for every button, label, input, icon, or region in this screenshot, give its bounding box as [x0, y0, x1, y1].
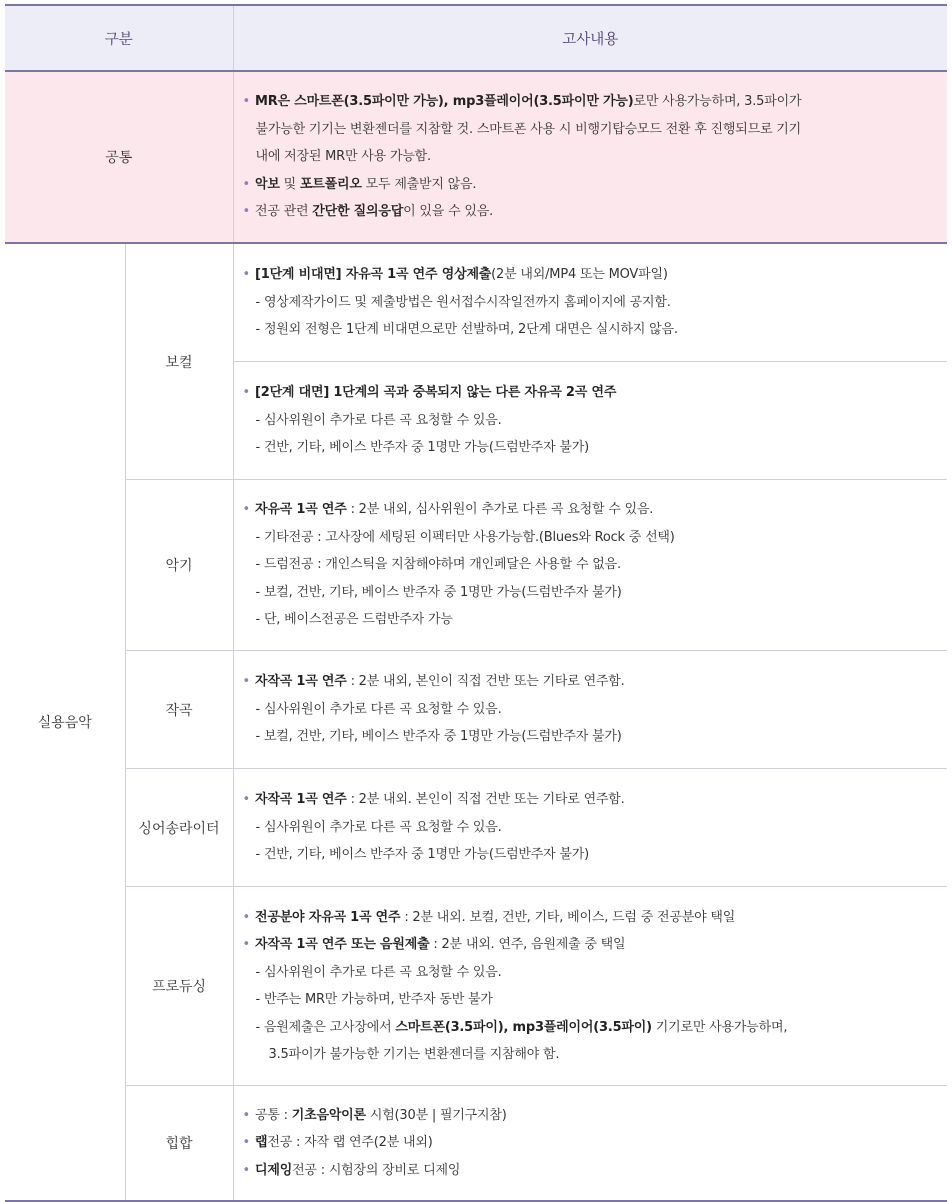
subcategory-label: 싱어송라이터 — [125, 769, 233, 887]
body-text: - 기타전공 : 고사장에 세팅된 이펙터만 사용가능함.(Blues와 Rock 중 선택) — [255, 529, 675, 545]
emphasis-text: 자작곡 1곡 연주 — [254, 792, 347, 808]
body-text: - 심사위원이 추가로 다른 곡 요청할 수 있음. — [255, 701, 502, 717]
bullet-dot-icon: • — [242, 94, 250, 110]
emphasis-text: 전공분야 자유곡 1곡 연주 — [254, 909, 401, 925]
emphasis-text: [2단계 대면] 1단계의 곡과 중복되지 않는 다른 자유곡 2곡 연주 — [254, 385, 617, 401]
exam-table — [5, 4, 947, 1202]
detail-line — [243, 841, 933, 869]
detail-line — [243, 316, 933, 344]
detail-line — [243, 579, 933, 607]
emphasis-text: [1단계 비대면] 자유곡 1곡 연주 영상제출 — [254, 267, 492, 283]
section-row — [5, 887, 947, 1086]
bullet-item — [243, 379, 933, 407]
bullet-item — [243, 1157, 933, 1185]
emphasis-text: 디제잉 — [254, 1162, 293, 1178]
detail-line — [243, 986, 933, 1014]
section-row — [5, 769, 947, 887]
body-text: - 정원외 전형은 1단계 비대면으로만 선발하며, 2단계 대면은 실시하지 않음. — [255, 322, 678, 338]
subcategory-label: 작곡 — [125, 651, 233, 769]
bullet-item — [243, 496, 933, 524]
body-text: 로만 사용가능하며, 3.5파이가 — [633, 94, 802, 110]
section-content — [233, 651, 947, 769]
body-text: - 심사위원이 추가로 다른 곡 요청할 수 있음. — [255, 412, 502, 428]
body-text: - 단, 베이스전공은 드럼반주자 가능 — [255, 612, 453, 628]
body-text: 내에 저장된 MR만 사용 가능함. — [255, 149, 431, 165]
body-text: 전공 : 시험장의 장비로 디제잉 — [292, 1162, 461, 1178]
detail-line — [243, 116, 933, 144]
body-text: 공통 : — [254, 1107, 292, 1123]
body-text: - 반주는 MR만 가능하며, 반주자 동반 불가 — [255, 992, 493, 1007]
detail-line — [243, 143, 933, 171]
body-text: : 2분 내외. 연주, 음원제출 중 택일 — [429, 937, 626, 952]
bullet-dot-icon: • — [242, 1107, 250, 1123]
section-content — [233, 769, 947, 887]
body-text: : 2분 내외, 본인이 직접 건반 또는 기타로 연주함. — [346, 674, 625, 690]
bullet-dot-icon: • — [242, 267, 250, 283]
section-content — [233, 362, 947, 480]
bullet-dot-icon: • — [242, 792, 250, 808]
body-text: 및 — [279, 176, 300, 192]
emphasis-text: 자작곡 1곡 연주 또는 음원제출 — [254, 937, 430, 952]
bullet-item — [243, 904, 933, 932]
bullet-dot-icon: • — [242, 674, 250, 690]
detail-line — [243, 289, 933, 317]
bullet-item — [243, 1129, 933, 1157]
section-row — [5, 243, 947, 362]
emphasis-text: 스마트폰(3.5파이), mp3플레이어(3.5파이) — [395, 1019, 652, 1035]
detail-line — [243, 606, 933, 634]
bullet-item — [243, 171, 933, 199]
common-row — [5, 71, 947, 243]
emphasis-text: 랩 — [254, 1135, 268, 1151]
detail-line — [243, 434, 933, 462]
section-row — [5, 480, 947, 651]
body-text: : 2분 내외. 본인이 직접 건반 또는 기타로 연주함. — [346, 792, 625, 808]
bullet-item — [243, 786, 933, 814]
body-text: 전공 : 자작 랩 연주(2분 내외) — [267, 1135, 433, 1151]
body-text: 모두 제출받지 않음. — [361, 176, 477, 192]
section-content — [233, 243, 947, 362]
bullet-dot-icon: • — [242, 385, 250, 401]
body-text: 이 있을 수 있음. — [403, 204, 494, 220]
bullet-dot-icon: • — [242, 1162, 250, 1178]
emphasis-text: 간단한 질의응답 — [312, 204, 404, 220]
subcategory-label: 악기 — [125, 480, 233, 651]
subcategory-label: 프로듀싱 — [125, 887, 233, 1086]
detail-line — [243, 1014, 933, 1042]
body-text: - 음원제출은 고사장에서 — [255, 1019, 396, 1035]
emphasis-text: MR은 스마트폰(3.5파이만 가능), mp3플레이어(3.5파이만 가능) — [254, 94, 634, 110]
body-text: - 보컬, 건반, 기타, 베이스 반주자 중 1명만 가능(드럼반주자 불가) — [255, 729, 622, 745]
body-text: 기기로만 사용가능하며, — [651, 1019, 788, 1035]
detail-line — [243, 407, 933, 435]
bullet-item — [243, 668, 933, 696]
section-content — [233, 480, 947, 651]
header-row — [5, 5, 947, 71]
emphasis-text: 포트폴리오 — [299, 176, 362, 192]
body-text: (2분 내외/MP4 또는 MOV파일) — [491, 267, 668, 283]
detail-line — [243, 814, 933, 842]
section-row — [5, 651, 947, 769]
bullet-dot-icon: • — [242, 502, 250, 518]
detail-line — [243, 959, 933, 987]
section-content — [233, 1086, 947, 1202]
subcategory-label: 보컬 — [125, 243, 233, 480]
detail-line — [243, 524, 933, 552]
detail-line — [243, 696, 933, 724]
body-text: 전공 관련 — [254, 204, 313, 220]
bullet-item — [243, 88, 933, 116]
emphasis-text: 자작곡 1곡 연주 — [254, 674, 347, 690]
category-label: 실용음악 — [5, 243, 125, 1201]
body-text: - 심사위원이 추가로 다른 곡 요청할 수 있음. — [255, 964, 502, 980]
body-text: - 심사위원이 추가로 다른 곡 요청할 수 있음. — [255, 819, 502, 835]
body-text: - 영상제작가이드 및 제출방법은 원서접수시작일전까지 홈페이지에 공지함. — [255, 294, 671, 310]
bullet-item — [243, 261, 933, 289]
bullet-dot-icon: • — [242, 937, 250, 952]
body-text: 3.5파이가 불가능한 기기는 변환젠더를 지참해야 함. — [268, 1047, 560, 1062]
body-text: - 건반, 기타, 베이스 반주자 중 1명만 가능(드럼반주자 불가) — [255, 440, 590, 456]
bullet-item — [243, 1102, 933, 1130]
emphasis-text: 악보 — [254, 176, 280, 192]
detail-line — [243, 1041, 933, 1069]
body-text: 시험(30분 | 필기구지참) — [365, 1107, 507, 1123]
section-row — [5, 1086, 947, 1202]
body-text: - 드럼전공 : 개인스틱을 지참해야하며 개인페달은 사용할 수 없음. — [255, 557, 621, 573]
common-label: 공통 — [5, 71, 233, 243]
body-text: - 보컬, 건반, 기타, 베이스 반주자 중 1명만 가능(드럼반주자 불가) — [255, 584, 622, 600]
bullet-item — [243, 198, 933, 226]
emphasis-text: 자유곡 1곡 연주 — [254, 502, 347, 518]
body-text: : 2분 내외, 심사위원이 추가로 다른 곡 요청할 수 있음. — [346, 502, 654, 518]
section-content — [233, 887, 947, 1086]
body-text: : 2분 내외. 보컬, 건반, 기타, 베이스, 드럼 중 전공분야 택일 — [400, 909, 736, 925]
bullet-item — [243, 931, 933, 959]
header-content: 고사내용 — [233, 5, 947, 71]
body-text: 불가능한 기기는 변환젠더를 지참할 것. 스마트폰 사용 시 비행기탑승모드 전환 후 진행되므로 기기 — [255, 121, 801, 137]
body-text: - 건반, 기타, 베이스 반주자 중 1명만 가능(드럼반주자 불가) — [255, 847, 590, 863]
bullet-dot-icon: • — [242, 204, 250, 220]
common-content — [233, 71, 947, 243]
subcategory-label: 힙합 — [125, 1086, 233, 1202]
emphasis-text: 기초음악이론 — [291, 1107, 366, 1123]
bullet-dot-icon: • — [242, 1135, 250, 1151]
bullet-dot-icon: • — [242, 909, 250, 925]
bullet-dot-icon: • — [242, 176, 250, 192]
detail-line — [243, 551, 933, 579]
detail-line — [243, 723, 933, 751]
header-category: 구분 — [5, 5, 233, 71]
